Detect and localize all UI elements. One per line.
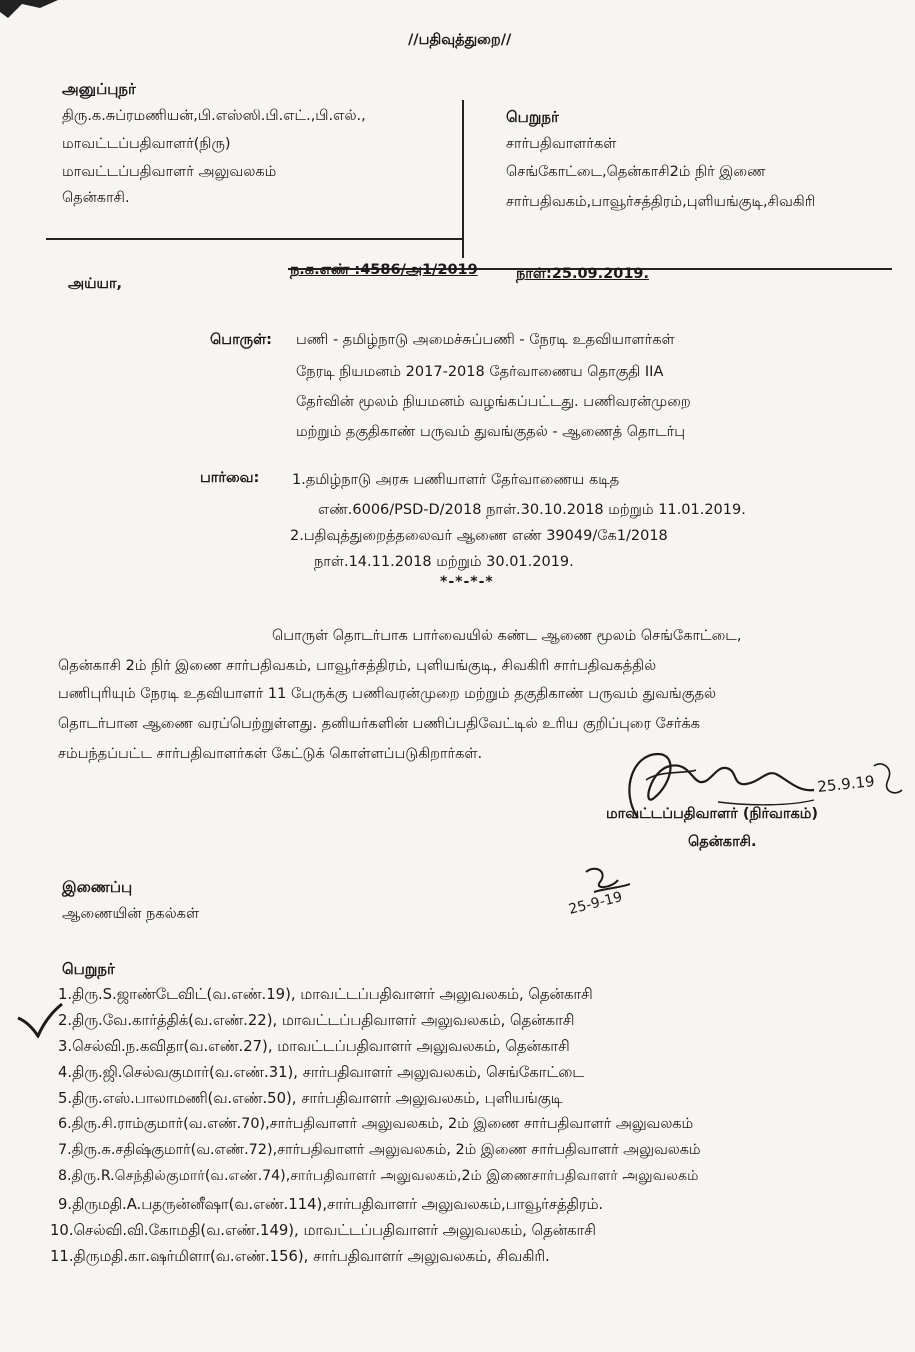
reference-number: ந.க.எண் :4586/அ1/2019 — [290, 262, 478, 278]
recipient-item: 7.திரு.சு.சதிஷ்குமார்(வ.எண்.72),சார்பதிவாளர் அலுவலகம், 2ம் இணை சார்பதிவாளர் அலுவலகம் — [58, 1142, 701, 1158]
body-line: சம்பந்தப்பட்ட சார்பதிவாளர்கள் கேட்டுக் கொள்ளப்படுகிறார்கள். — [58, 746, 483, 762]
recipient-item: 2.திரு.வே.கார்த்திக்(வ.எண்.22), மாவட்டப்பதிவாளர் அலுவலகம், தென்காசி — [58, 1012, 575, 1029]
horizontal-divider — [46, 238, 462, 240]
checkmark-icon — [14, 1002, 64, 1038]
from-line: மாவட்டப்பதிவாளர்(நிரு) — [62, 136, 231, 152]
from-line: தென்காசி. — [62, 190, 130, 206]
enclosure-label: இணைப்பு — [62, 878, 133, 896]
recipient-item: 10.செல்வி.வி.கோமதி(வ.எண்.149), மாவட்டப்பதிவாளர் அலுவலகம், தென்காசி — [50, 1222, 596, 1239]
office-header: //பதிவுத்துறை// — [408, 32, 512, 48]
body-line: பணிபுரியும் நேரடி உதவியாளர் 11 பேருக்கு பணிவரன்முறை மற்றும் தகுதிகாண் பருவம் துவங்குதல் — [58, 686, 717, 702]
signatory-designation: மாவட்டப்பதிவாளர் (நிர்வாகம்) — [606, 806, 819, 822]
subject-line: பணி - தமிழ்நாடு அமைச்சுப்பணி - நேரடி உதவியாளர்கள் — [296, 332, 675, 348]
from-line: மாவட்டப்பதிவாளர் அலுவலகம் — [62, 164, 277, 180]
subject-line: நேரடி நியமனம் 2017-2018 தேர்வாணைய தொகுதி IIA — [296, 364, 664, 380]
section-divider: *-*-*-* — [440, 574, 494, 590]
recipient-item: 1.திரு.S.ஜாண்டேவிட்(வ.எண்.19), மாவட்டப்பதிவாளர் அலுவலகம், தென்காசி — [58, 986, 593, 1003]
signature-date: 25.9.19 — [816, 772, 876, 796]
to-line: சார்பதிவாளர்கள் — [506, 136, 617, 152]
enclosure-text: ஆணையின் நகல்கள் — [62, 906, 200, 922]
recipient-item: 6.திரு.சி.ராம்குமார்(வ.எண்.70),சார்பதிவாளர் அலுவலகம், 2ம் இணை சார்பதிவாளர் அலுவலகம் — [58, 1116, 694, 1132]
to-line: செங்கோட்டை,தென்காசி2ம் நிர் இணை — [506, 164, 766, 180]
to-line: சார்பதிவகம்,பாவூர்சத்திரம்,புளியங்குடி,சிவகிரி — [506, 194, 816, 210]
reference-line: எண்.6006/PSD-D/2018 நாள்.30.10.2018 மற்றும் 11.01.2019. — [318, 502, 746, 518]
vertical-divider — [462, 100, 464, 258]
body-line: பொருள் தொடர்பாக பார்வையில் கண்ட ஆணை மூலம் செங்கோட்டை, — [272, 628, 742, 644]
recipients-label: பெறுநர் — [62, 960, 115, 978]
salutation: அய்யா, — [68, 276, 123, 292]
scan-corner-mark — [0, 0, 60, 30]
reference-date: நாள்:25.09.2019. — [516, 266, 649, 282]
subject-line: மற்றும் தகுதிகாண் பருவம் துவங்குதல் - ஆணைத் தொடர்பு — [296, 424, 686, 440]
initial-date: 25-9-19 — [567, 889, 624, 918]
subject-line: தேர்வின் மூலம் நியமனம் வழங்கப்பட்டது. பணிவரன்முறை — [296, 394, 691, 410]
recipient-item: 4.திரு.ஜி.செல்வகுமார்(வ.எண்.31), சார்பதிவாளர் அலுவலகம், செங்கோட்டை — [58, 1064, 585, 1081]
reference-line: 2.பதிவுத்துறைத்தலைவர் ஆணை எண் 39049/கே1/2018 — [290, 528, 668, 544]
from-label: அனுப்புநர் — [62, 80, 136, 98]
subject-label: பொருள்: — [210, 332, 272, 348]
reference-line: 1.தமிழ்நாடு அரசு பணியாளர் தேர்வாணைய கடித — [292, 472, 620, 488]
references-label: பார்வை: — [200, 470, 260, 486]
recipient-item: 9.திருமதி.A.பதருன்னீஷா(வ.எண்.114),சார்பதிவாளர் அலுவலகம்,பாவூர்சத்திரம். — [58, 1196, 604, 1213]
recipient-item: 3.செல்வி.ந.கவிதா(வ.எண்.27), மாவட்டப்பதிவாளர் அலுவலகம், தென்காசி — [58, 1038, 570, 1055]
to-label: பெறுநர் — [506, 108, 559, 126]
body-line: தொடர்பான ஆணை வரப்பெற்றுள்ளது. தனியர்களின் பணிப்பதிவேட்டில் உரிய குறிப்புரை சேர்க்க — [58, 716, 701, 732]
reference-line: நாள்.14.11.2018 மற்றும் 30.01.2019. — [314, 554, 574, 570]
recipient-item: 8.திரு.R.செந்தில்குமார்(வ.எண்.74),சார்பதிவாளர் அலுவலகம்,2ம் இணைசார்பதிவாளர் அலுவலகம் — [58, 1168, 699, 1184]
recipient-item: 11.திருமதி.கா.ஷர்மிளா(வ.எண்.156), சார்பதிவாளர் அலுவலகம், சிவகிரி. — [50, 1248, 550, 1265]
handwritten-initial — [560, 858, 680, 928]
recipient-item: 5.திரு.எஸ்.பாலாமணி(வ.எண்.50), சார்பதிவாளர் அலுவலகம், புளியங்குடி — [58, 1090, 563, 1107]
signatory-place: தென்காசி. — [688, 834, 757, 850]
body-line: தென்காசி 2ம் நிர் இணை சார்பதிவகம், பாவூர்சத்திரம், புளியங்குடி, சிவகிரி சார்பதிவகத்தில் — [58, 658, 657, 674]
from-line: திரு.க.சுப்ரமணியன்,பி.எஸ்ஸி.பி.எட்.,பி.எல்., — [62, 108, 366, 124]
